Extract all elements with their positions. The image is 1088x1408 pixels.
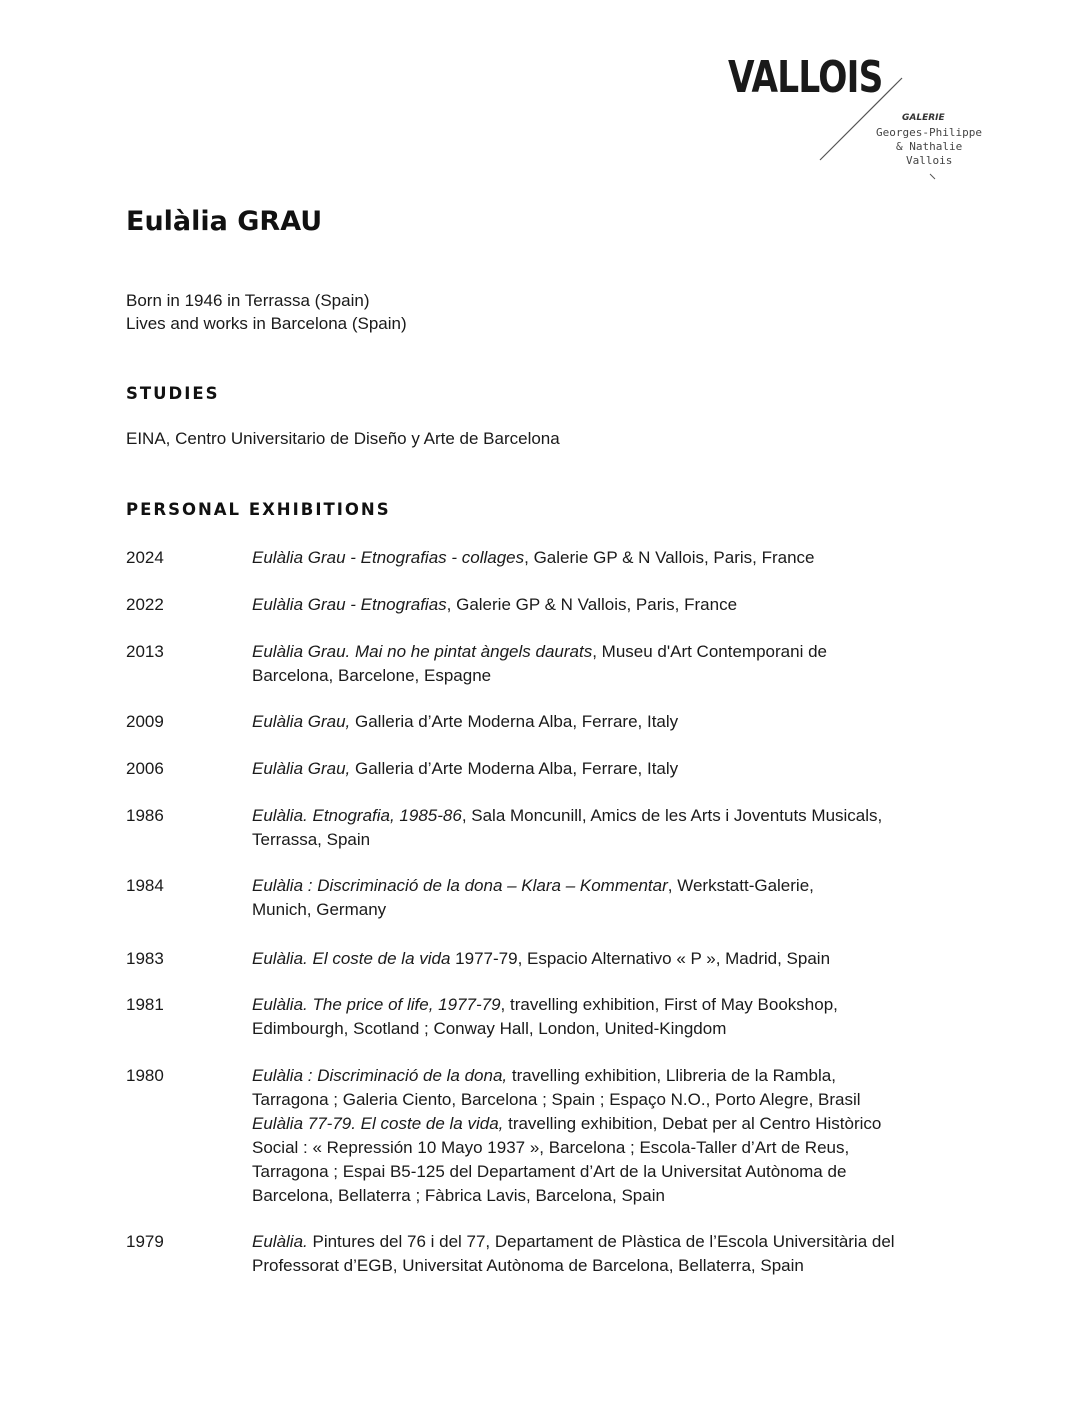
exhibition-year: 1980 [126,1066,164,1085]
exhibition-venue: Tarragona ; Galeria Ciento, Barcelona ; Spain ; Espaço N.O., Porto Alegre, Brasil [252,1090,861,1109]
exhibition-year: 1984 [126,876,164,895]
exhibition-year: 1986 [126,806,164,825]
exhibition-line [252,874,992,898]
exhibition-venue: Munich, Germany [252,900,387,919]
exhibition-line [252,546,992,570]
exhibition-line [252,828,992,852]
exhibition-description [252,1064,992,1208]
exhibition-year: 2022 [126,595,164,614]
exhibition-description [252,546,992,570]
exhibition-venue: Edimbourgh, Scotland ; Conway Hall, London, United-Kingdom [252,1019,727,1038]
exhibition-line [252,1230,992,1254]
exhibition-description [252,804,992,852]
exhibition-line [252,1160,992,1184]
studies-text: EINA, Centro Universitario de Diseño y Arte de Barcelona [126,429,560,448]
exhibition-venue: , Werkstatt-Galerie, [667,876,814,895]
logo-wordmark: VALLOIS [728,52,883,103]
artist-bio [126,289,407,335]
exhibition-year: 1983 [126,949,164,968]
exhibition-venue: travelling exhibition, Llibreria de la Rambla, [507,1066,836,1085]
exhibition-description [252,947,992,971]
exhibition-venue: , Galerie GP & N Vallois, Paris, France [446,595,738,614]
exhibition-line [252,757,992,781]
exhibition-venue: Galleria d’Arte Moderna Alba, Ferrare, Italy [350,712,679,731]
exhibition-title: Eulàlia Grau, [252,759,351,778]
logo-line-3: Vallois [906,154,953,167]
logo-tick-icon [928,172,938,182]
exhibition-title: Eulàlia Grau - Etnografias - collages [252,548,525,567]
exhibition-line [252,1112,992,1136]
logo-line-2: & Nathalie [896,140,963,153]
exhibition-title: Eulàlia. El coste de la vida [252,949,451,968]
exhibition-title: Eulàlia Grau - Etnografias [252,595,447,614]
exhibition-title: Eulàlia 77-79. El coste de la vida, [252,1114,504,1133]
exhibition-venue: Barcelona, Bellaterra ; Fàbrica Lavis, Barcelona, Spain [252,1186,665,1205]
exhibition-year: 2009 [126,712,164,731]
exhibition-line [252,1136,992,1160]
exhibition-venue: Pintures del 76 i del 77, Departament de Plàstica de l’Escola Universitària del [307,1232,895,1251]
gallery-logo [728,52,998,202]
exhibition-line [252,640,992,664]
exhibition-venue: , Galerie GP & N Vallois, Paris, France [524,548,815,567]
exhibition-line [252,664,992,688]
logo-slash-icon [818,76,908,166]
exhibition-description [252,1230,992,1278]
exhibition-venue: , Museu d'Art Contemporani de [592,642,827,661]
logo-line-1: Georges-Philippe [876,126,982,139]
exhibition-year: 2024 [126,548,164,567]
exhibition-title: Eulàlia. [252,1232,308,1251]
exhibition-venue: Barcelona, Barcelone, Espagne [252,666,492,685]
exhibition-venue: , Sala Moncunill, Amics de les Arts i Joventuts Musicals, [461,806,883,825]
exhibition-line [252,1064,992,1088]
exhibition-venue: Professorat d’EGB, Universitat Autònoma de Barcelona, Bellaterra, Spain [252,1256,804,1275]
exhibition-venue: , travelling exhibition, First of May Bookshop, [500,995,838,1014]
studies-heading: STUDIES [126,384,220,403]
exhibition-line [252,993,992,1017]
exhibition-line [252,1017,992,1041]
exhibition-venue: travelling exhibition, Debat per al Centro Històrico [503,1114,882,1133]
exhibitions-heading: PERSONAL EXHIBITIONS [126,500,391,519]
exhibition-title: Eulàlia : Discriminació de la dona, [252,1066,508,1085]
exhibition-line [252,1184,992,1208]
exhibition-line [252,593,992,617]
exhibition-title: Eulàlia Grau. Mai no he pintat àngels daurats [252,642,593,661]
exhibition-description [252,593,992,617]
exhibition-description [252,993,992,1041]
birth-info: Born in 1946 in Terrassa (Spain) [126,291,370,310]
exhibition-line [252,710,992,734]
exhibition-title: Eulàlia : Discriminació de la dona – Klara – Kommentar [252,876,668,895]
exhibition-title: Eulàlia. Etnografia, 1985-86 [252,806,462,825]
exhibition-year: 1979 [126,1232,164,1251]
logo-tag: GALERIE [902,113,945,123]
exhibition-venue: 1977-79, Espacio Alternativo « P », Madrid, Spain [450,949,831,968]
exhibition-description [252,640,992,688]
exhibition-line [252,947,992,971]
exhibition-description [252,874,992,922]
exhibition-venue: Tarragona ; Espai B5-125 del Departament d’Art de la Universitat Autònoma de [252,1162,847,1181]
exhibition-year: 2006 [126,759,164,778]
exhibition-year: 2013 [126,642,164,661]
exhibition-venue: Social : « Repressión 10 Mayo 1937 », Barcelona ; Escola-Taller d’Art de Reus, [252,1138,850,1157]
exhibition-line [252,804,992,828]
exhibition-year: 1981 [126,995,164,1014]
residence-info: Lives and works in Barcelona (Spain) [126,314,407,333]
exhibition-title: Eulàlia Grau, [252,712,351,731]
exhibition-line [252,898,992,922]
exhibition-description [252,710,992,734]
artist-name: Eulàlia GRAU [126,206,323,237]
exhibition-line [252,1088,992,1112]
exhibition-line [252,1254,992,1278]
exhibition-title: Eulàlia. The price of life, 1977-79 [252,995,501,1014]
exhibition-venue: Galleria d’Arte Moderna Alba, Ferrare, Italy [350,759,679,778]
exhibition-venue: Terrassa, Spain [252,830,371,849]
exhibition-description [252,757,992,781]
